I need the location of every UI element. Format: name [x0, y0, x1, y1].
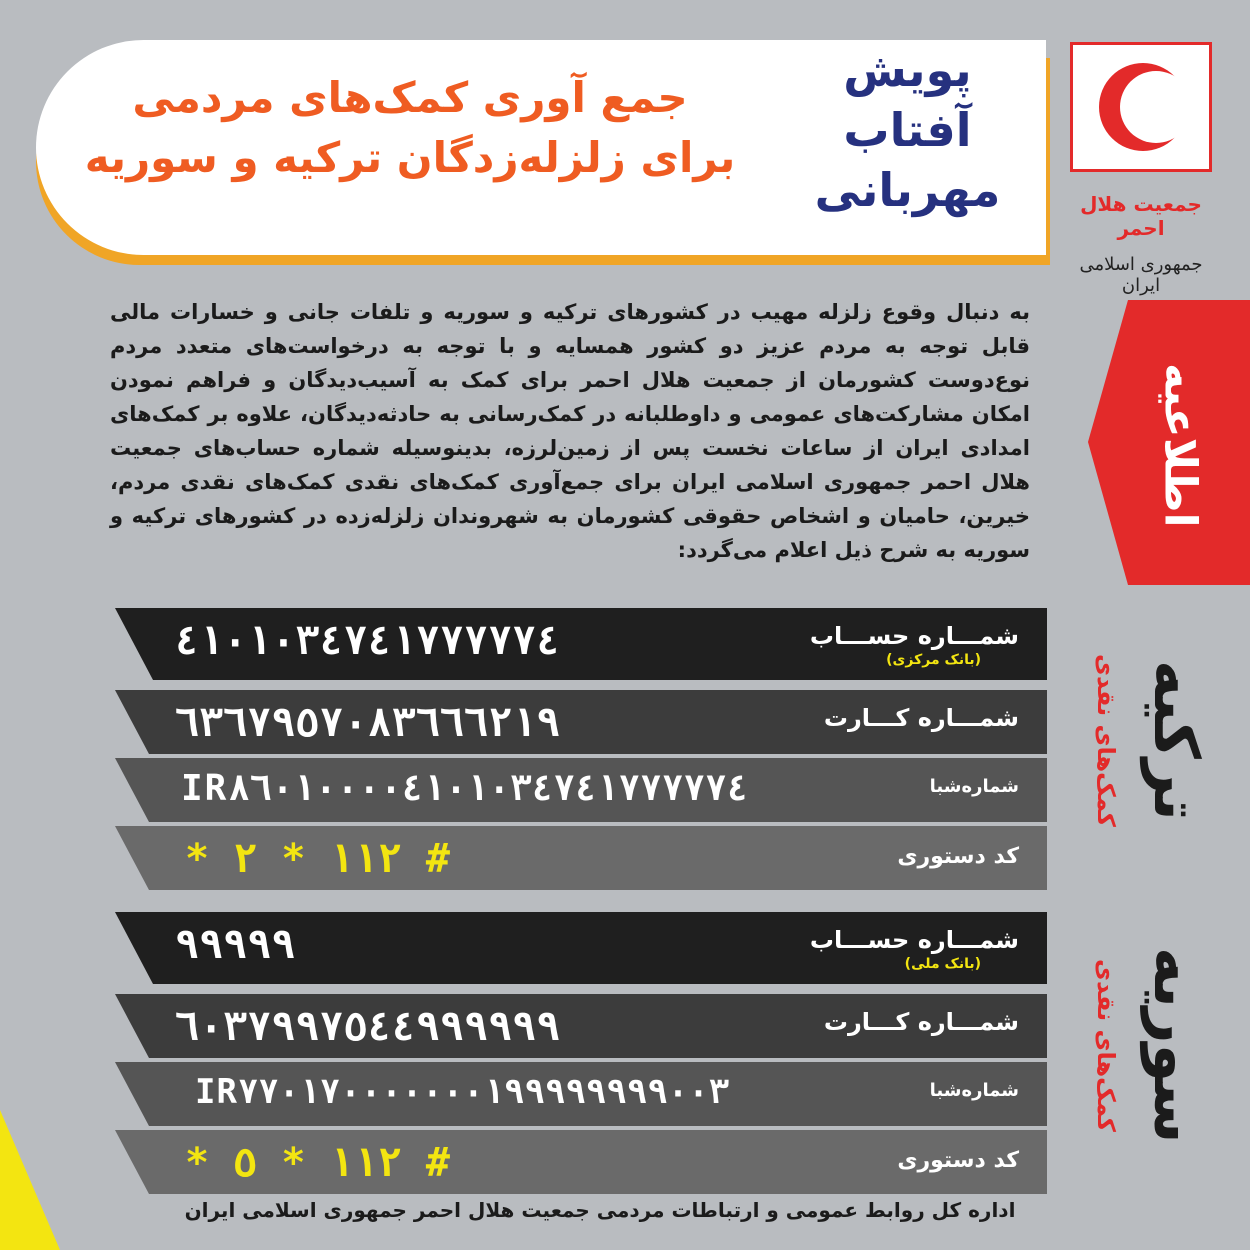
headline — [70, 68, 750, 188]
logo-frame — [1070, 42, 1212, 172]
sheba-label: شماره‌شبا — [929, 776, 1019, 797]
announcement-text: به دنبال وقوع زلزله مهیب در کشورهای ترکیه و سوریه و تلفات جانی و خسارات مالی قابل توجه به مردم عزیز دو کشور همسایه و با توجه به درخواست‌های متعدد مردم نوع‌دوست کشورمان از جمعیت هلال احمر برای کمک به آسیب‌دیدگان و فراهم نمودن امکان مشارکت‌های عمومی و داوطلبانه در کمک‌رسانی به حادثه‌دیدگان، علاوه بر کمک‌های امدادی ایران از ساعات نخست پس از زمین‌لرزه، بدینوسیله شماره حساب‌های جمعیت هلال احمر جمهوری اسلامی ایران برای جمع‌آوری کمک‌های نقدی کمک‌های نقدی مردم، خیرین، حامیان و اشخاص حقوقی کشورمان به شهروندان زلزله‌زده در کشورهای ترکیه و سوریه به شرح ذیل اعلام می‌گردد: — [110, 300, 1030, 562]
red-crescent-icon — [1093, 57, 1193, 157]
sheba-number[interactable]: IR٨٦٠١٠٠٠٠٤١٠١٠٣٤٧٤١٧٧٧٧٧٤ — [181, 768, 749, 809]
corner-decoration — [0, 1110, 60, 1250]
ussd-label: کد دستوری — [897, 1148, 1019, 1173]
turkey-label: ترکیه — [1140, 659, 1213, 821]
card-label: شمـــاره کـــارت — [823, 704, 1019, 732]
account-number[interactable]: ٤١٠١٠٣٤٧٤١٧٧٧٧٧٤ — [175, 618, 561, 664]
headline-line2: برای زلزله‌زدگان ترکیه و سوریه — [84, 133, 736, 182]
footer-credit: اداره کل روابط عمومی و ارتباطات مردمی جمعیت هلال احمر جمهوری اسلامی ایران — [184, 1198, 1016, 1222]
account-label: شمـــاره حســـاب — [809, 622, 1019, 650]
syria-label: سوریه — [1140, 946, 1213, 1144]
turkey-account-row — [115, 608, 1047, 680]
notice-label: اطلاعیه — [1154, 362, 1206, 528]
syria-sheba-row — [115, 1062, 1047, 1126]
ussd-code[interactable]: * ١١٢ * ٥ # — [185, 1140, 450, 1186]
card-number[interactable]: ٦٣٦٧٩٥٧٠٨٣٦٦٦٢١٩ — [175, 700, 561, 746]
account-number[interactable]: ٩٩٩٩٩ — [175, 922, 296, 968]
turkey-sheba-row — [115, 758, 1047, 822]
logo-name: جمعیت هلال احمر — [1080, 192, 1202, 240]
account-label: شمـــاره حســـاب — [809, 926, 1019, 954]
ussd-code[interactable]: * ١١٢ * ٢ # — [185, 836, 450, 882]
red-crescent-logo — [1062, 40, 1220, 296]
syria-card-row — [115, 994, 1047, 1058]
card-number[interactable]: ٦٠٣٧٩٩٧٥٤٤٩٩٩٩٩٩ — [175, 1004, 561, 1050]
headline-line1: جمع آوری کمک‌های مردمی — [132, 73, 688, 122]
bank-name: (بانک ملی) — [904, 956, 981, 972]
turkey-cash-label: کمک‌های نقدی — [1092, 653, 1120, 827]
bank-name: (بانک مرکزی) — [886, 652, 981, 668]
ussd-label: کد دستوری — [897, 844, 1019, 869]
turkey-ussd-row — [115, 826, 1047, 890]
syria-ussd-row — [115, 1130, 1047, 1194]
turkey-card-row — [115, 690, 1047, 754]
campaign-title — [795, 40, 1020, 220]
campaign-line3: مهربانی — [814, 163, 1001, 217]
syria-account-row — [115, 912, 1047, 984]
syria-cash-label: کمک‌های نقدی — [1092, 958, 1120, 1132]
sheba-number[interactable]: IR٧٧٠١٧٠٠٠٠٠٠٠١٩٩٩٩٩٩٩٩٠٠٣ — [195, 1072, 730, 1112]
sheba-label: شماره‌شبا — [929, 1080, 1019, 1101]
campaign-line2: آفتاب — [843, 103, 972, 157]
logo-subtitle: جمهوری اسلامی ایران — [1079, 254, 1203, 296]
card-label: شمـــاره کـــارت — [823, 1008, 1019, 1036]
campaign-line1: پویش — [843, 43, 972, 97]
